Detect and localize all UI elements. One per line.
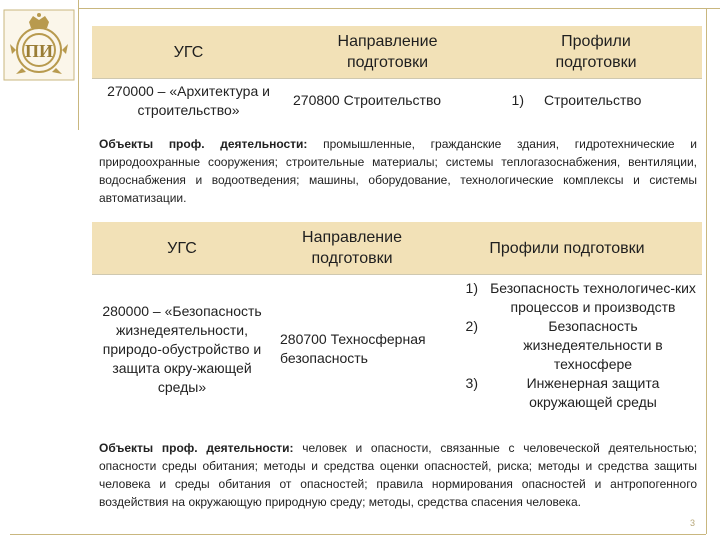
- paragraph-text: промышленные, гражданские здания, гидротехнические и природоохранные сооружения; строительные материалы; системы теплогазоснабжения, вентиляции, водоснабжения и водоотведения; машины, оборудование, технологические комплексы и системы автоматизации.: [99, 137, 697, 205]
- frame-line-left: [78, 0, 79, 130]
- header-direction: Направление подготовки: [272, 222, 432, 275]
- profile-item: Инженерная защита окружающей среды: [526, 375, 660, 410]
- cell-profile: Строительство: [524, 79, 702, 123]
- header-ugs: УГС: [92, 222, 272, 275]
- paragraph-lead: Объекты проф. деятельности:: [99, 441, 294, 455]
- svg-text:ПИ: ПИ: [24, 41, 54, 61]
- objects-paragraph-1: [99, 135, 697, 207]
- profile-item: Безопасность технологичес-ких процессов и производств: [490, 280, 696, 315]
- frame-line-right: [706, 8, 707, 534]
- table-header-row: [92, 26, 702, 79]
- profile-number: 1): [465, 280, 478, 296]
- cell-profiles: [478, 275, 702, 424]
- paragraph-text: человек и опасности, связанные с человеческой деятельностью; опасности среды обитания; методы и средства оценки опасностей, риска; методы и средства защиты человека и среды обитания от опасностей; правила нормирования опасностей и антропогенного воздействия на окружающую природную среду; методы, средства спасения человека.: [99, 441, 697, 509]
- cell-direction: 270800 Строительство: [285, 79, 490, 123]
- cell-direction: 280700 Техносферная безопасность: [272, 275, 432, 424]
- header-profiles: Профили подготовки: [490, 26, 702, 79]
- frame-line-top: [78, 8, 720, 9]
- table-ugs-safety: [92, 222, 702, 423]
- paragraph-lead: Объекты проф. деятельности:: [99, 137, 308, 151]
- objects-paragraph-2: [99, 439, 697, 511]
- table-row: [92, 79, 702, 123]
- cell-ugs: 270000 – «Архитектура и строительство»: [92, 79, 285, 123]
- header-direction: Направление подготовки: [285, 26, 490, 79]
- header-ugs: УГС: [92, 26, 285, 79]
- cell-profile-number: 1): [490, 79, 524, 123]
- table-header-row: [92, 222, 702, 275]
- profile-number: 3): [465, 375, 478, 391]
- cell-ugs: 280000 – «Безопасность жизнедеятельности, природо-обустройство и защита окру-жающей среды»: [92, 275, 272, 424]
- header-profiles: Профили подготовки: [432, 222, 702, 275]
- table-ugs-architecture: [92, 26, 702, 122]
- profile-number: 2): [465, 318, 478, 334]
- profile-item: Безопасность жизнедеятельности в техносфере: [523, 318, 663, 372]
- page-number: 3: [690, 518, 696, 528]
- cell-profile-numbers: [432, 275, 478, 424]
- frame-line-bottom: [10, 534, 706, 535]
- table-row: [92, 275, 702, 424]
- university-emblem-logo: [2, 8, 76, 82]
